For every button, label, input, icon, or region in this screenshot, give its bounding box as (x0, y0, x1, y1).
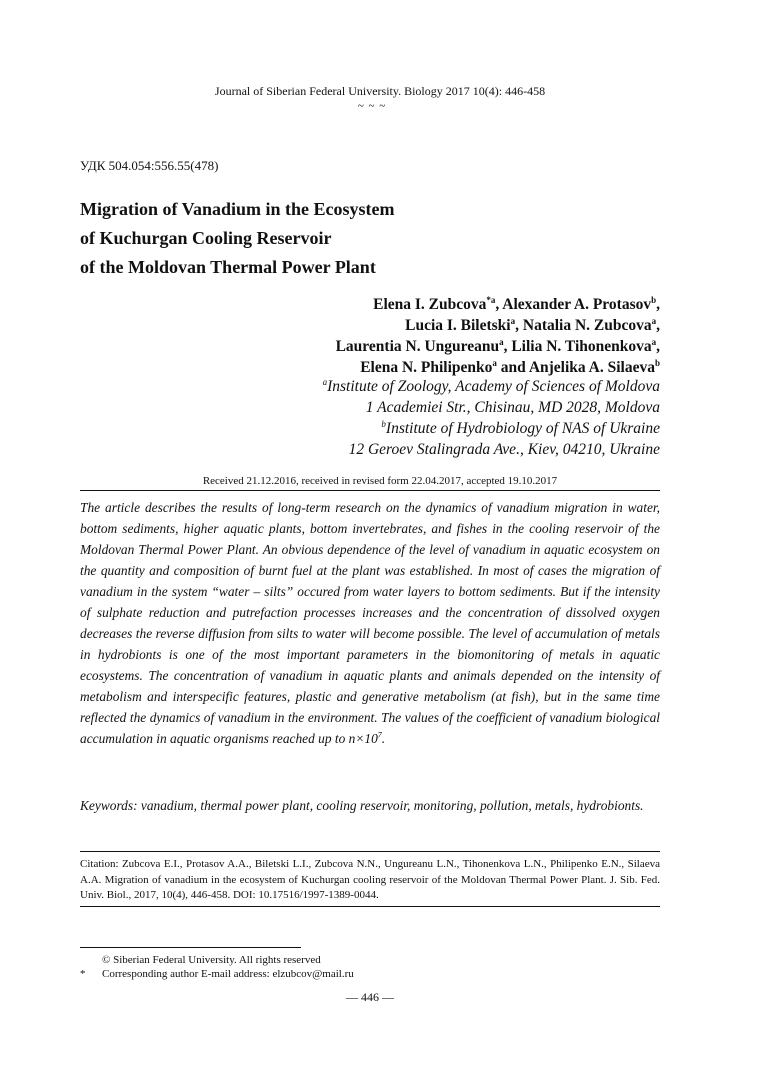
author-separator: , (495, 296, 503, 313)
author-name: Natalia N. Zubcova (522, 317, 652, 334)
header-ornament: ~ ~ ~ (357, 100, 387, 112)
received-dates: Received 21.12.2016, received in revised form 22.04.2017, accepted 19.10.2017 (202, 475, 558, 487)
footnote-text: © Siberian Federal University. All rights reserved (102, 954, 321, 966)
author-affiliation-mark: *a (486, 294, 496, 305)
footnote-rule (80, 947, 301, 948)
affiliation-line (323, 439, 660, 460)
title-line: Migration of Vanadium in the Ecosystem (80, 199, 395, 219)
author-affiliation-mark: a (492, 357, 497, 368)
copyright-footnote (80, 953, 321, 967)
author-separator: , (503, 338, 512, 355)
author-line (336, 357, 660, 378)
abstract (80, 497, 660, 749)
affiliation-mark: b (381, 418, 386, 429)
footnote-text: Corresponding author E-mail address: elzubcov@mail.ru (102, 968, 354, 980)
affiliation-line (323, 418, 660, 439)
author-name: Lucia I. Biletski (405, 317, 511, 334)
citation-top-rule (80, 851, 660, 852)
title-line: of the Moldovan Thermal Power Plant (80, 257, 376, 277)
author-name: Anjelika A. Silaeva (528, 359, 655, 376)
corresponding-author-footnote (80, 967, 354, 981)
author-separator: and (496, 359, 529, 376)
udk-code: УДК 504.054:556.55(478) (80, 158, 219, 173)
abstract-formula-exponent: 7 (377, 730, 382, 740)
author-name: Laurentia N. Ungureanu (335, 338, 500, 355)
affiliation-line (323, 397, 660, 418)
page-number: — 446 — (346, 990, 394, 1004)
author-separator: , (656, 296, 660, 313)
author-name: Lilia N. Tihonenkova (511, 338, 652, 355)
keywords: Keywords: vanadium, thermal power plant, cooling reservoir, monitoring, pollution, metals, hydrobionts. (80, 798, 644, 813)
abstract-text: The article describes the results of long-term research on the dynamics of vanadium migration in water, bottom sediments, higher aquatic plants, bottom invertebrates, and fishes in the cooling reservoir of the Moldovan Thermal Power Plant. An obvious dependence of the level of vanadium in aquatic ecosystem on the quantity and composition of burnt fuel at the plant was established. In most of cases the migration of vanadium in the system “water – silts” occured from water layers to bottom sediments. But if the intensity of sulphate reduction and putrefaction processes increases and the concentration of dissolved oxygen decreases the reverse diffusion from silts to water will become possible. The level of accumulation of metals in hydrobionts is one of the most important parameters in the biomonitoring of metals in aquatic ecosystems. The concentration of vanadium in aquatic plants and animals depended on the intensity of metabolism and interspecific features, plastic and generative metabolism (at fish), but in the same time reflected the dynamics of vanadium in the environment. The values of the coefficient of vanadium biological accumulation in aquatic organisms reached up to (80, 500, 660, 746)
author-name: Alexander A. Protasov (502, 296, 652, 313)
abstract-formula-end: . (381, 731, 386, 746)
footnote-mark: * (80, 968, 86, 980)
affiliation-text: Institute of Zoology, Academy of Sciences of Moldova (327, 378, 660, 395)
author-affiliation-mark: a (651, 336, 657, 347)
affiliation-mark: a (322, 376, 328, 387)
author-name: Elena N. Philipenko (360, 359, 493, 376)
author-line (336, 315, 660, 336)
title-line: of Kuchurgan Cooling Reservoir (80, 228, 332, 248)
citation: Citation: Zubcova E.I., Protasov A.A., Biletski L.I., Zubcova N.N., Ungureanu L.N., Tihonenkova L.N., Philipenko E.N., Silaeva A.A. Migration of vanadium in the ecosystem of Kuchurgan cooling reservoir of the Moldovan Thermal Power Plant. J. Sib. Fed. Univ. Biol., 2017, 10(4), 446-458. DOI: 10.17516/1997-1389-0044. (80, 858, 660, 901)
author-affiliation-mark: a (510, 315, 516, 326)
author-line (336, 336, 660, 357)
author-affiliation-mark: a (499, 336, 504, 347)
affiliation-text: Institute of Hydrobiology of NAS of Ukraine (385, 420, 660, 437)
author-affiliation-mark: b (651, 294, 657, 305)
author-affiliation-mark: b (654, 357, 660, 368)
affiliation-list (323, 376, 660, 460)
author-separator: , (656, 317, 660, 334)
affiliation-text: 12 Geroev Stalingrada Ave., Kiev, 04210, Ukraine (348, 441, 660, 458)
article-title (80, 195, 640, 282)
affiliation-text: 1 Academiei Str., Chisinau, MD 2028, Moldova (365, 399, 660, 416)
author-name: Elena I. Zubcova (373, 296, 487, 313)
affiliation-line (323, 376, 660, 397)
abstract-top-rule (80, 490, 660, 491)
author-line (336, 294, 660, 315)
journal-header: Journal of Siberian Federal University. Biology 2017 10(4): 446-458 (214, 84, 546, 98)
abstract-formula-base: n×10 (348, 731, 378, 746)
author-separator: , (656, 338, 660, 355)
citation-bottom-rule (80, 906, 660, 907)
author-affiliation-mark: a (651, 315, 657, 326)
author-list (336, 294, 660, 378)
author-separator: , (515, 317, 523, 334)
